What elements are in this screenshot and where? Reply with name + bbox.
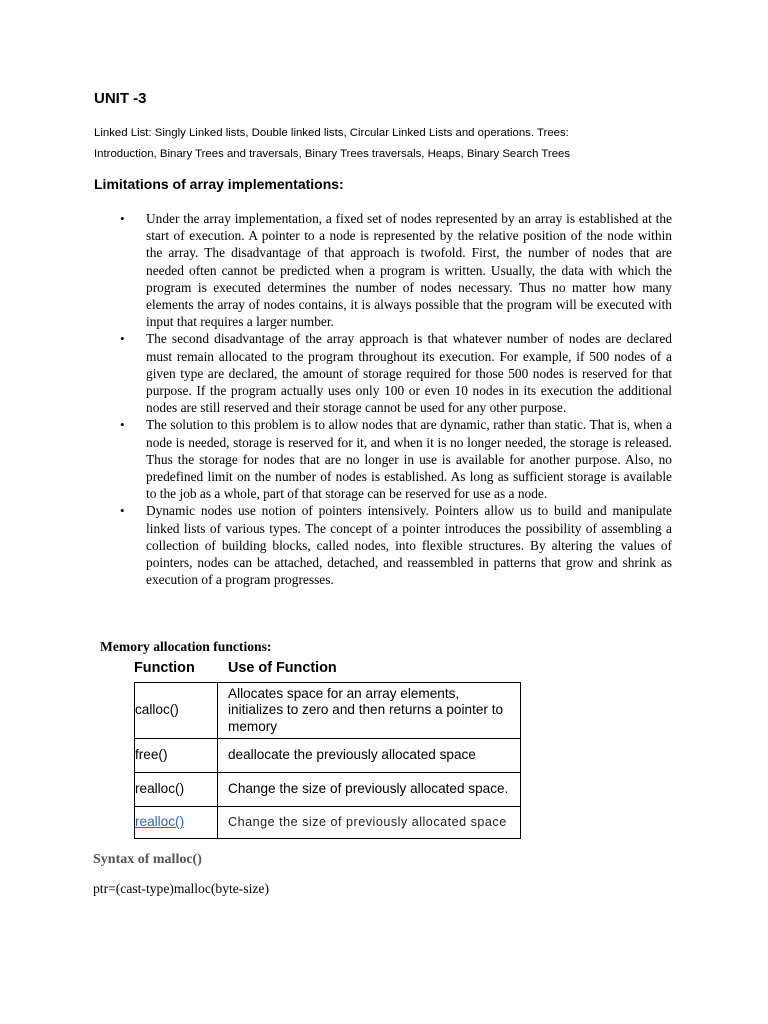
syntax-heading: Syntax of malloc() bbox=[93, 852, 202, 867]
use-cell: Allocates space for an array elements, initializes to zero and then returns a pointer to memory bbox=[218, 683, 521, 739]
syntax-code: ptr=(cast-type)malloc(byte-size) bbox=[93, 881, 269, 896]
bullet-text: Under the array implementation, a fixed set of nodes represented by an array is established at the start of execution. A pointer to a node is represented by the relative position of the node within the array. The disadvantage of that approach is twofold. First, the number of nodes that are needed often cannot be predicted when a program is written. Usually, the data with which the program is executed determines the number of nodes necessary. Thus no matter how many elements the array of nodes contains, it is always possible that the program will be executed with input that requires a larger number. bbox=[146, 211, 672, 330]
syllabus-line: Introduction, Binary Trees and traversals, Binary Trees traversals, Heaps, Binary Search Trees bbox=[94, 148, 571, 160]
unit-title: UNIT -3 bbox=[94, 90, 147, 107]
table-row bbox=[135, 739, 521, 773]
table-row bbox=[135, 807, 521, 839]
bullet-list bbox=[120, 210, 672, 588]
function-cell: calloc() bbox=[135, 683, 218, 739]
bullet-icon: • bbox=[120, 211, 125, 226]
bullet-icon: • bbox=[120, 417, 125, 433]
syllabus-line: Linked List: Singly Linked lists, Double linked lists, Circular Linked Lists and operations. Trees: bbox=[94, 127, 569, 139]
function-cell: free() bbox=[135, 739, 218, 773]
bullet-icon: • bbox=[120, 503, 125, 519]
list-item bbox=[120, 210, 672, 330]
functions-table bbox=[134, 682, 521, 839]
function-cell: realloc() bbox=[135, 773, 218, 807]
column-header-use: Use of Function bbox=[228, 660, 337, 676]
table-row bbox=[135, 683, 521, 739]
use-cell: Change the size of previously allocated space. bbox=[218, 773, 521, 807]
section-heading: Limitations of array implementations: bbox=[94, 176, 344, 192]
use-cell: Change the size of previously allocated space bbox=[218, 807, 521, 839]
bullet-text: The second disadvantage of the array approach is that whatever number of nodes are declared must remain allocated to the program throughout its execution. For example, if 500 nodes of a given type are declared, the amount of storage required for those 500 nodes is reserved for that purpose. If the program actually uses only 100 or even 10 nodes in its execution the additional nodes are still reserved and their storage cannot be used for any other purpose. bbox=[146, 331, 672, 416]
list-item bbox=[120, 416, 672, 502]
table-row bbox=[135, 773, 521, 807]
memory-allocation-heading: Memory allocation functions: bbox=[100, 639, 272, 654]
use-cell: deallocate the previously allocated space bbox=[218, 739, 521, 773]
bullet-text: Dynamic nodes use notion of pointers intensively. Pointers allow us to build and manipulate linked lists of various types. The concept of a pointer introduces the possibility of assembling a collection of building blocks, called nodes, into flexible structures. By altering the values of pointers, nodes can be attached, detached, and reassembled in patterns that grow and shrink as execution of a program progresses. bbox=[146, 503, 672, 588]
list-item bbox=[120, 502, 672, 588]
realloc-link[interactable]: realloc() bbox=[135, 814, 185, 830]
column-header-function: Function bbox=[134, 660, 195, 676]
function-cell bbox=[135, 807, 218, 839]
list-item bbox=[120, 330, 672, 416]
bullet-text: The solution to this problem is to allow nodes that are dynamic, rather than static. That is, when a node is needed, storage is reserved for it, and when it is no longer needed, the storage is released. Thus the storage for nodes that are no longer in use is available for another purpose. Also, no predefined limit on the number of nodes is established. As long as sufficient storage is available to the job as a whole, part of that storage can be reserved for use as a node. bbox=[146, 417, 672, 502]
syllabus-text bbox=[94, 123, 694, 165]
bullet-icon: • bbox=[120, 331, 125, 347]
